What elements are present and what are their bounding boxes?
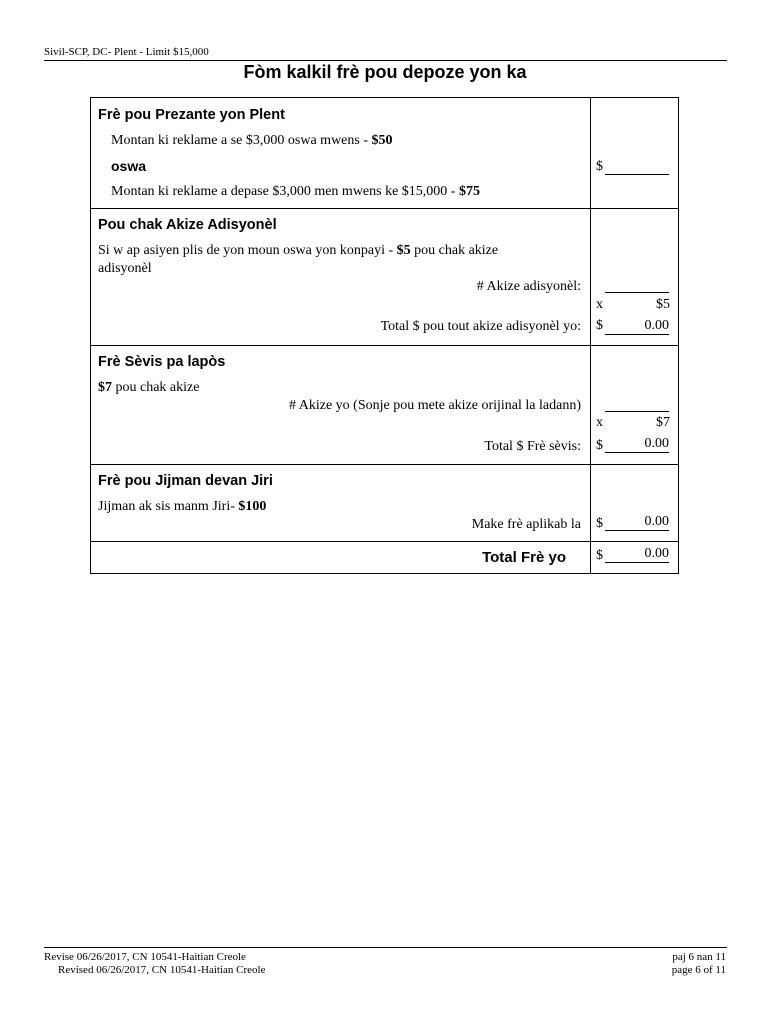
jury-desc-amount: $100	[238, 499, 267, 514]
footer-divider	[44, 947, 727, 948]
dollar-sign: $	[596, 159, 603, 174]
revision-note-ht: Revise 06/26/2017, CN 10541-Haitian Creole	[44, 951, 246, 963]
filing-fee-heading: Frè pou Prezante yon Plent	[98, 107, 285, 123]
filing-fee-option-2	[111, 184, 480, 200]
desc-text-end: pou chak akize	[410, 243, 499, 258]
page-number-en: page 6 of 11	[671, 964, 726, 976]
header-divider	[44, 60, 727, 61]
filing-fee-amount-field[interactable]	[605, 174, 669, 175]
rate-value: $7	[656, 415, 670, 430]
desc-amount: $5	[396, 243, 411, 258]
filing-fee-option-1	[111, 133, 393, 149]
additional-defendants-description-line2: adisyonèl	[98, 261, 152, 276]
section-divider	[91, 464, 678, 465]
total-fees-underline	[605, 562, 669, 563]
page-number-ht: paj 6 nan 11	[672, 951, 726, 963]
service-fee-total-label: Total $ Frè sèvis:	[484, 439, 581, 454]
additional-defendants-total-label: Total $ pou tout akize adisyonèl yo:	[380, 319, 581, 334]
dollar-sign: $	[596, 318, 603, 333]
or-label: oswa	[111, 158, 147, 174]
service-rate-text: pou chak akize	[112, 380, 200, 395]
jury-desc-text: Jijman ak sis manm Jiri-	[98, 499, 239, 514]
service-fee-heading: Frè Sèvis pa lapòs	[98, 354, 226, 370]
service-defendants-count-label: # Akize yo (Sonje pou mete akize orijinal la ladann)	[289, 398, 581, 413]
additional-defendants-heading: Pou chak Akize Adisyonèl	[98, 217, 277, 233]
jury-trial-heading: Frè pou Jijman devan Jiri	[98, 473, 273, 489]
service-fee-total-underline	[605, 452, 669, 453]
form-id: Sivil-SCP, DC- Plent - Limit $15,000	[44, 46, 209, 58]
revision-note-en: Revised 06/26/2017, CN 10541-Haitian Creole	[58, 964, 266, 976]
option-1-text: Montan ki reklame a se $3,000 oswa mwens -	[111, 133, 372, 148]
fee-calculation-form	[90, 97, 679, 574]
option-2-text: Montan ki reklame a depase $3,000 men mwens ke $15,000 -	[111, 184, 459, 199]
dollar-sign: $	[596, 516, 603, 531]
dollar-sign: $	[596, 438, 603, 453]
dollar-sign: $	[596, 548, 603, 563]
service-fee-total-value[interactable]: 0.00	[644, 436, 669, 451]
section-divider	[91, 208, 678, 209]
amount-column-divider	[590, 98, 591, 573]
service-fee-rate	[98, 380, 199, 396]
service-defendants-count-field[interactable]	[605, 411, 669, 412]
jury-trial-description	[98, 499, 266, 515]
desc-text: Si w ap asiyen plis de yon moun oswa yon konpayi -	[98, 243, 397, 258]
times-sign: x	[596, 297, 603, 312]
page-title: Fòm kalkil frè pou depoze yon ka	[243, 62, 527, 82]
section-divider	[91, 345, 678, 346]
total-fees-label: Total Frè yo	[482, 549, 566, 566]
additional-defendants-total-value[interactable]: 0.00	[644, 318, 669, 333]
additional-defendants-total-underline	[605, 334, 669, 335]
jury-fee-underline	[605, 530, 669, 531]
jury-applicable-label: Make frè aplikab la	[471, 517, 581, 532]
section-divider	[91, 541, 678, 542]
additional-defendants-description	[98, 243, 498, 259]
times-sign: x	[596, 415, 603, 430]
option-2-amount: $75	[458, 184, 480, 199]
option-1-amount: $50	[371, 133, 393, 148]
jury-fee-value[interactable]: 0.00	[644, 514, 669, 529]
additional-defendants-count-field[interactable]	[605, 292, 669, 293]
additional-defendants-count-label: # Akize adisyonèl:	[476, 279, 581, 294]
rate-value: $5	[656, 297, 670, 312]
total-fees-value[interactable]: 0.00	[644, 546, 669, 561]
service-rate-amount: $7	[98, 380, 112, 395]
